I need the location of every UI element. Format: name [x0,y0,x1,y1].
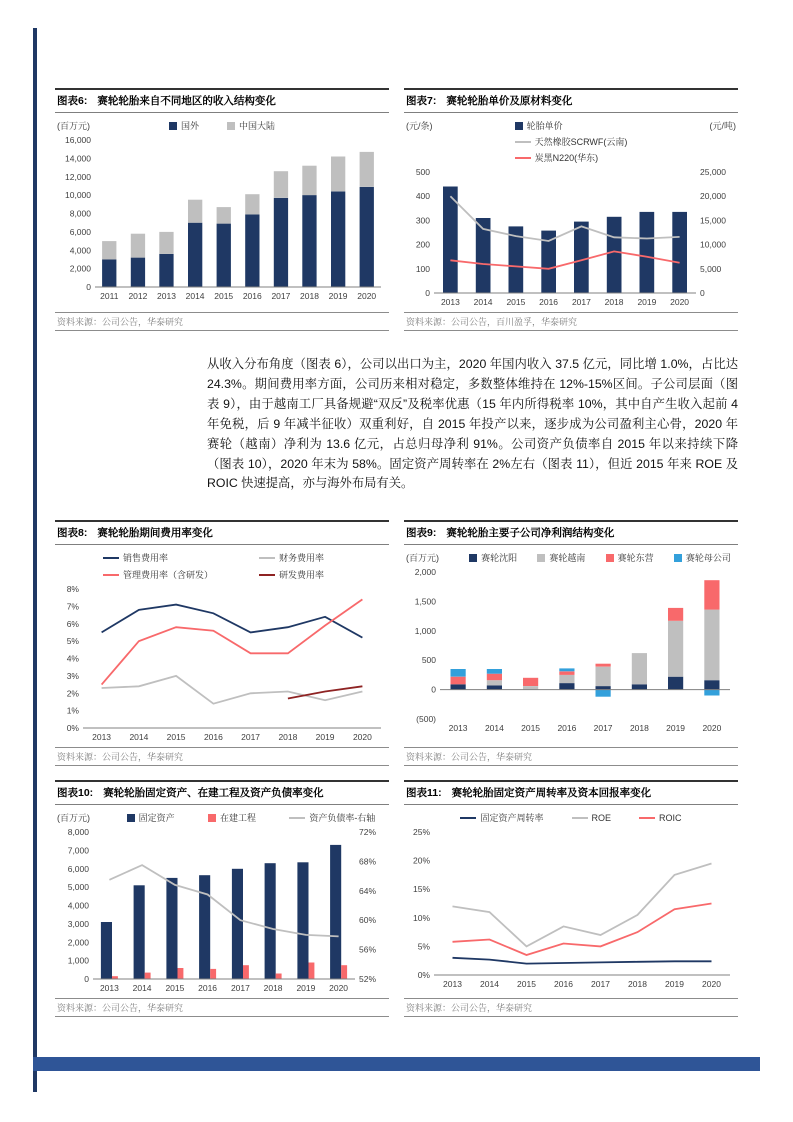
figure-source: 资料来源：公司公告，华泰研究 [55,312,389,331]
svg-text:2019: 2019 [637,297,657,307]
legend-item [127,811,175,824]
svg-text:5,000: 5,000 [67,882,89,893]
svg-text:0: 0 [84,974,89,985]
legend-line-marker [259,574,275,576]
chart-legend [113,809,389,826]
svg-text:2014: 2014 [484,723,504,734]
svg-text:2020: 2020 [329,983,349,994]
svg-text:2020: 2020 [352,732,372,743]
svg-text:500: 500 [421,655,436,666]
figure-block-8 [55,520,389,766]
legend-label: 销售费用率 [123,553,169,564]
legend-label: ROE [591,812,612,823]
svg-text:(500): (500) [416,714,436,725]
legend-item [537,551,585,564]
legend-square-marker [537,554,545,562]
legend-item [515,119,563,132]
legend-item [572,813,612,823]
svg-text:56%: 56% [359,944,377,955]
figure-title: 赛轮轮胎期间费用率变化 [97,527,213,540]
legend-label: 管理费用率（含研发） [123,570,214,581]
svg-text:2020: 2020 [702,723,722,734]
svg-text:1,500: 1,500 [414,596,436,607]
chart-canvas [55,583,389,743]
svg-text:52%: 52% [359,974,377,985]
svg-text:2014: 2014 [480,979,499,990]
figure-block-10 [55,780,389,1017]
chart-svg [55,583,389,743]
figure-title: 赛轮轮胎固定资产、在建工程及资产负债率变化 [103,787,324,800]
svg-text:2016: 2016 [242,291,262,301]
svg-text:2,000: 2,000 [414,567,436,578]
chart-legend [462,549,738,566]
svg-text:2,000: 2,000 [67,937,89,948]
svg-text:0: 0 [700,288,705,298]
legend-square-marker [208,814,216,822]
legend-square-marker [169,122,177,130]
chart-legend [404,809,738,826]
svg-text:2012: 2012 [128,291,148,301]
chart-canvas [55,134,389,302]
legend-square-marker [674,554,682,562]
svg-text:0: 0 [86,282,91,292]
legend-item [208,811,256,824]
page-content [55,88,738,1031]
figure-label: 图表6: [57,95,88,107]
legend-square-marker [469,554,477,562]
figure-header [404,88,738,113]
left-axis-unit-label: (百万元) [406,553,439,564]
svg-text:0%: 0% [417,970,430,981]
figure-7-chart-area [404,113,738,310]
svg-text:2015: 2015 [517,979,536,990]
svg-text:2017: 2017 [593,723,613,734]
right-axis-unit-label: (元/吨) [709,121,736,131]
svg-text:2015: 2015 [214,291,234,301]
charts-row-2 [55,520,738,766]
figure-source: 资料来源：公司公告，华泰研究 [404,998,738,1017]
figure-source: 资料来源：公司公告，华泰研究 [55,998,389,1017]
legend-item [103,568,213,581]
charts-row-1 [55,88,738,331]
svg-text:64%: 64% [359,886,377,897]
svg-text:2017: 2017 [271,291,291,301]
svg-text:25%: 25% [412,827,430,838]
legend-item [169,119,199,132]
svg-text:15,000: 15,000 [700,215,726,226]
svg-text:15%: 15% [412,884,430,895]
svg-text:2017: 2017 [230,983,250,994]
legend-square-marker [606,554,614,562]
figure-label: 图表7: [406,95,437,107]
figure-header [55,780,389,805]
svg-text:4%: 4% [66,653,79,664]
legend-line-marker [259,557,275,559]
svg-text:2015: 2015 [521,723,541,734]
svg-text:2019: 2019 [328,291,348,301]
svg-text:16,000: 16,000 [65,135,91,145]
svg-text:2013: 2013 [157,291,176,301]
legend-item [469,551,517,564]
chart-svg [404,166,738,308]
svg-text:2020: 2020 [357,291,377,301]
svg-text:2016: 2016 [557,723,577,734]
figure-block-11 [404,780,738,1017]
svg-text:2018: 2018 [263,983,283,994]
svg-text:5,000: 5,000 [700,263,722,274]
svg-text:2013: 2013 [443,979,462,990]
svg-text:2019: 2019 [665,979,684,990]
legend-item [606,551,654,564]
chart-legend [515,117,628,166]
legend-label: 固定资产周转率 [480,813,544,824]
figure-header [55,520,389,545]
legend-line-marker [289,817,305,819]
legend-label: 资产负债率-右轴 [309,813,376,824]
svg-text:25,000: 25,000 [700,167,726,177]
svg-text:6%: 6% [66,619,79,630]
svg-text:20%: 20% [412,855,430,866]
legend-item [227,119,275,132]
charts-row-3 [55,780,738,1017]
svg-text:0: 0 [431,684,436,695]
svg-text:12,000: 12,000 [65,171,91,182]
legend-label: 轮胎单价 [526,121,563,131]
svg-text:8,000: 8,000 [67,827,89,838]
svg-text:2013: 2013 [440,297,460,307]
figure-title: 赛轮轮胎来自不同地区的收入结构变化 [97,95,276,107]
svg-text:7,000: 7,000 [67,845,89,856]
chart-legend-area [55,809,389,826]
legend-line-marker [103,574,119,576]
chart-legend-area [404,809,738,826]
svg-text:2017: 2017 [571,297,591,307]
figure-header [404,780,738,805]
svg-text:400: 400 [415,191,430,202]
figure-block-6 [55,88,389,331]
legend-label: 研发费用率 [279,570,325,581]
svg-text:2,000: 2,000 [69,263,91,274]
svg-text:2018: 2018 [300,291,319,301]
legend-item [639,813,682,823]
legend-label: 天然橡胶SCRWF(云南) [534,137,628,147]
svg-text:0%: 0% [66,723,79,734]
left-axis-unit-label: (百万元) [57,813,90,824]
legend-item [674,551,731,564]
figure-title: 赛轮轮胎单价及原材料变化 [446,95,573,107]
legend-label: 赛轮越南 [549,553,586,564]
legend-label: ROIC [659,812,682,823]
svg-text:3%: 3% [66,671,79,682]
svg-text:6,000: 6,000 [67,864,89,875]
legend-label: 炭黑N220(华东) [534,153,599,163]
svg-text:4,000: 4,000 [69,245,91,256]
figure-header [55,88,389,113]
figure-source: 资料来源：公司公告，华泰研究 [404,747,738,766]
svg-text:6,000: 6,000 [69,226,91,237]
svg-text:5%: 5% [417,941,430,952]
svg-text:2013: 2013 [448,723,468,734]
figure-label: 图表11: [406,787,442,800]
legend-label: 国外 [180,121,199,131]
chart-svg [55,134,389,302]
legend-square-marker [127,814,135,822]
chart-legend-area [404,117,738,166]
svg-text:60%: 60% [359,915,377,926]
svg-text:500: 500 [415,167,430,177]
legend-item [515,151,599,164]
svg-text:0: 0 [425,288,430,298]
figure-label: 图表9: [406,527,437,540]
svg-text:2018: 2018 [604,297,624,307]
chart-legend-area [404,549,738,566]
svg-text:72%: 72% [359,827,377,838]
svg-text:1,000: 1,000 [67,955,89,966]
legend-label: 固定资产 [138,813,175,824]
legend-line-marker [515,157,531,159]
svg-text:2014: 2014 [473,297,493,307]
svg-text:2%: 2% [66,688,79,699]
svg-text:2014: 2014 [129,732,149,743]
svg-text:7%: 7% [66,601,79,612]
legend-label: 在建工程 [219,813,256,824]
figure-header [404,520,738,545]
left-axis-unit-label: (百万元) [57,121,90,131]
svg-text:10,000: 10,000 [700,239,726,250]
legend-label: 赛轮东营 [617,553,654,564]
svg-text:1,000: 1,000 [414,626,436,637]
chart-canvas [55,826,389,994]
svg-text:2014: 2014 [185,291,205,301]
figure-source: 资料来源：公司公告，百川盈孚，华泰研究 [404,312,738,331]
svg-text:10,000: 10,000 [65,190,91,201]
svg-text:68%: 68% [359,856,377,867]
legend-line-marker [639,817,655,819]
left-axis-unit-label: (元/条) [406,121,433,131]
svg-text:2015: 2015 [165,983,185,994]
legend-item [515,135,628,148]
svg-text:8,000: 8,000 [69,208,91,219]
svg-text:100: 100 [415,263,430,274]
figure-label: 图表10: [57,787,94,800]
svg-text:10%: 10% [412,913,430,924]
chart-svg [404,566,738,734]
svg-text:2018: 2018 [278,732,298,743]
svg-text:2015: 2015 [506,297,526,307]
svg-text:2016: 2016 [539,297,559,307]
figure-title: 赛轮轮胎固定资产周转率及资本回报率变化 [451,787,652,800]
legend-label: 赛轮沈阳 [481,553,518,564]
legend-line-marker [515,141,531,143]
svg-text:2015: 2015 [166,732,186,743]
figure-11-chart-area [404,805,738,996]
figure-label: 图表8: [57,527,88,540]
svg-text:2017: 2017 [241,732,261,743]
svg-text:4,000: 4,000 [67,900,89,911]
footer-accent-bar [33,1057,760,1071]
legend-square-marker [515,122,523,130]
svg-text:2020: 2020 [670,297,690,307]
chart-canvas [404,166,738,308]
legend-line-marker [460,817,476,819]
legend-item [259,568,324,581]
figure-8-chart-area [55,545,389,745]
svg-text:8%: 8% [66,584,79,595]
svg-text:2019: 2019 [315,732,335,743]
svg-text:2018: 2018 [629,723,649,734]
svg-text:2016: 2016 [198,983,218,994]
figure-block-7 [404,88,738,331]
svg-text:200: 200 [415,239,430,250]
svg-text:2017: 2017 [591,979,610,990]
svg-text:2019: 2019 [666,723,686,734]
svg-text:2013: 2013 [99,983,119,994]
svg-text:300: 300 [415,215,430,226]
svg-text:2011: 2011 [100,291,119,301]
legend-label: 中国大陆 [239,121,276,131]
legend-square-marker [227,122,235,130]
legend-item [289,811,375,824]
figure-title: 赛轮轮胎主要子公司净利润结构变化 [446,527,615,540]
legend-item [259,551,324,564]
legend-label: 财务费用率 [279,553,325,564]
legend-label: 赛轮母公司 [685,553,731,564]
chart-svg [55,826,389,994]
chart-legend [55,117,389,134]
svg-text:2013: 2013 [92,732,112,743]
legend-item [103,551,213,564]
chart-legend [55,549,389,583]
svg-text:2019: 2019 [296,983,316,994]
svg-text:2016: 2016 [203,732,223,743]
figure-block-9 [404,520,738,766]
legend-item [460,811,543,824]
chart-legend-area [55,117,389,134]
figure-6-chart-area [55,113,389,310]
svg-text:3,000: 3,000 [67,919,89,930]
svg-text:2016: 2016 [554,979,573,990]
chart-legend-area [55,549,389,583]
svg-text:2018: 2018 [628,979,647,990]
svg-text:14,000: 14,000 [65,153,91,164]
svg-text:2020: 2020 [702,979,721,990]
legend-line-marker [103,557,119,559]
svg-text:5%: 5% [66,636,79,647]
body-paragraph: 从收入分布角度（图表 6），公司以出口为主，2020 年国内收入 37.5 亿元，同比增 1.0%，占比达 24.3%。期间费用率方面，公司历来相对稳定，多数整体维持在 12%-15%区间。子公司层面（图表 9），由于越南工厂具备规避“双反”及税率优惠（15 年内所得税率 10%，其中自产生收入起前 4 年免税，后 9 年减半征收）双重利好，自 2015 年投产以来，逐步成为公司盈利主心骨，2020 年赛轮（越南）净利为 13.6 亿元，占总归母净利 91%。公司资产负债率自 2015 年以来持续下降（图表 10），2020 年末为 58%。固定资产周转率在 2%左右（图表 11），但近 2015 年来 ROE 及 ROIC 快速提高，亦与海外布局有关。 [207,357,738,491]
figure-10-chart-area [55,805,389,996]
svg-text:2014: 2014 [132,983,152,994]
legend-line-marker [572,817,588,819]
chart-svg [404,826,738,990]
left-spine-bar [33,28,37,1092]
figure-source: 资料来源：公司公告，华泰研究 [55,747,389,766]
svg-text:20,000: 20,000 [700,191,726,202]
chart-canvas [404,566,738,734]
figure-9-chart-area [404,545,738,745]
svg-text:1%: 1% [66,705,79,716]
chart-canvas [404,826,738,990]
